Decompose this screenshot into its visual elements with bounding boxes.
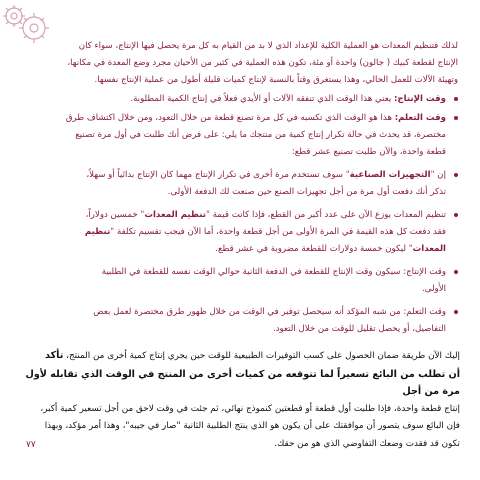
bullet-text: فقد دفعت كل هذه القيمة في المرة الأولى من أجل قطعة واحدة، أما الآن فيجب تقسيم تكلفة (116, 227, 446, 237)
learning-time-line: مختصرة، قد يحدث في حالة تكرار إنتاج كمية من منتجك ما يلي: على فرض أنك طلبت في أول مرة تصنيع (75, 130, 446, 140)
closing-emphasis-line: أن تطلب من البائع تسعيراً لما تتوقعه من كميات أخرى من المنتج في الوقت الذي تقابله لأول مرة من أجل (25, 368, 460, 397)
closing-text: ، وهذا أمر مؤكد، وبهذا (44, 421, 126, 431)
closing-text: تكون قد فقدت وضعك التفاوضي الذي هو من حقك. (274, 438, 460, 449)
closing-quoted: صار في جيبه (129, 421, 177, 431)
intro-paragraph (22, 38, 458, 89)
intro-line: لذلك فتنظيم المعدات هو العملية الكلية للإعداد الذي لا بد من القيام به كل مرة يحصل فيها الإنتاج، سواء كان (78, 41, 458, 51)
sub-bullet-learning-time (22, 304, 458, 338)
quoted-term: المعدات (412, 244, 446, 254)
quoted-term: تنظيم المعدات (144, 210, 207, 220)
bullet-text: تنظيم المعدات يوزع الآن على عدد أكبر من القطع، فإذا كانت قيمة (212, 210, 446, 220)
bullet-text: خمسين دولاراً، (85, 210, 138, 220)
bullet-text: ليكون خمسة دولارات للقطعة مضروبة في عشر قطع. (215, 244, 406, 254)
closing-text: إنتاج قطعة واحدة، فإذا طلبت أول قطعة أو قطعتين كنموذج نهائي، ثم جئت في وقت لاحق من أجل تسعير كمية أكبر، (40, 403, 460, 414)
learning-time-line: هذا هو الوقت الذي تكسبه في كل مرة تصنع قطعة من خلال التعود، ومن خلال اكتشاف طرق (65, 113, 392, 123)
sub-bullet-setup: تنظيم المعدات يوزع الآن على عدد أكبر من القطع، فإذا كانت قيمة "تنظيم المعدات" خمسين دولاراً، فقد دفعت كل هذه القيمة في المرة الأولى من أجل قطعة واحدة، أما الآن فيجب تقسيم تكلفة "تنظيم المعدات" ليكون خمسة دولارات للقطعة مضروبة في عشر قطع. (22, 207, 458, 258)
bullet-text: وقت الإنتاج: سيكون وقت الإنتاج للقطعة في الدفعة الثانية حوالي الوقت نفسه للقطعة في الطلبية (101, 267, 446, 277)
quoted-term: تنظيم (84, 227, 111, 237)
bullet-text: التفاصيل، أو يحصل تقليل للوقت من خلال التعود. (272, 324, 446, 334)
bullet-text: الأولى. (422, 284, 446, 294)
closing-paragraph: إليك الآن طريقة ضمان الحصول على كسب التوفيرات الطبيعية للوقت حين يجري إنتاج كمية أخرى من المنتج، تأكد أن تطلب من البائع تسعيراً لما تتوقعه من كميات أخرى من المنتج في الوقت الذي تقابله لأول مرة من أجل إنتاج قطعة واحدة، فإذا طلبت أول قطعة أو قطعتين كنموذج نهائي، ثم جئت في وقت لاحق من أجل تسعير كمية أكبر، فإن البائع سوف يتصور أن موافقتك على أن يكون هو الذي ينتج الطلبية الثانية "صار في جيبه"، وهذا أمر مؤكد، وبهذا تكون قد فقدت وضعك التفاوضي الذي هو من حقك. (20, 347, 460, 453)
closing-emphasis: تأكد (45, 350, 64, 361)
run-time-definition (22, 91, 458, 108)
closing-text: إليك الآن طريقة ضمان الحصول على كسب التوفيرات الطبيعية للوقت حين يجري إنتاج كمية أخرى من المنتج، (66, 351, 460, 361)
intro-line: وتهيئة الآلات للعمل الحالي، وهذا يستغرق وقتاً بالنسبة لإنتاج كميات قليلة أطول من عملية الإنتاج نفسها. (94, 75, 458, 85)
learning-time-line: قطعة واحدة، والآن طلبت تصنيع عشر قطع: (291, 147, 446, 157)
learning-time-term: وقت التعلم: (394, 113, 446, 123)
run-time-term: وقت الإنتاج: (394, 94, 446, 104)
page-number: ٧٧ (26, 440, 36, 450)
run-time-text: يعني هذا الوقت الذي تنفقه الآلات أو الأيدي فعلاً في إنتاج الكمية المطلوبة. (130, 94, 392, 104)
bullet-text: وقت التعلم: من شبه المؤكد أنه سيحصل توفير في الوقت من خلال ظهور طرق مختصرة لعمل بعض (93, 307, 446, 317)
bullet-text: تذكر أنك دفعت أول مرة من أجل تجهيزات الصنع حين صنعت لك الدفعة الأولى. (167, 187, 446, 197)
sub-bullet-run-time (22, 264, 458, 298)
closing-text: فإن البائع سوف يتصور أن موافقتك على أن يكون هو الذي ينتج الطلبية الثانية (183, 421, 460, 431)
quoted-term: التجهيزات الصناعية (349, 170, 431, 180)
main-content (22, 38, 458, 338)
learning-time-definition (22, 110, 458, 161)
intro-line: الإنتاج لقطعة كبيك ( جالون) واحدة أو مئة، تكون هذه العملية في كثير من الأحيان مجرد وضع المعدة في مكانها، (67, 58, 458, 68)
bullet-text: إن (437, 170, 446, 180)
sub-bullet-tooling: إن "التجهيزات الصناعية" سوف تستخدم مرة أخرى في تكرار الإنتاج مهما كان الإنتاج بدائياً أو سهلاً، تذكر أنك دفعت أول مرة من أجل تجهيزات الصنع حين صنعت لك الدفعة الأولى. (22, 167, 458, 201)
sub-bullet-list (22, 167, 458, 338)
bullet-text: سوف تستخدم مرة أخرى في تكرار الإنتاج مهما كان الإنتاج بدائياً أو سهلاً، (86, 170, 343, 180)
